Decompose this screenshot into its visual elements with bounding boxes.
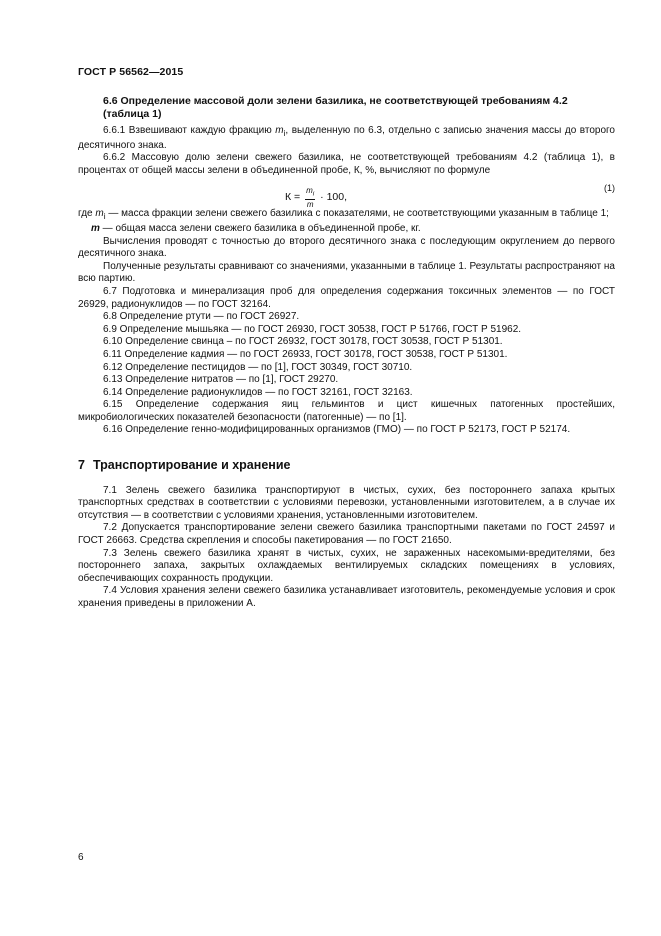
- section-title: Транспортирование и хранение: [92, 458, 291, 473]
- page-content: [78, 95, 615, 611]
- document-id-header: ГОСТ Р 56562—2015: [78, 66, 184, 78]
- section-6-6-heading: 6.6 Определение массовой доли зелени базилика, не соответствующей требованиям 4.2 (таблица 1): [103, 95, 568, 120]
- item-6-16: 6.16 Определение генно-модифицированных организмов (ГМО) — по ГОСТ Р 52173, ГОСТ Р 52174.: [103, 424, 571, 436]
- formula-1: [78, 179, 615, 209]
- item-6-14: 6.14 Определение радионуклидов — по ГОСТ 32161, ГОСТ 32163.: [103, 386, 413, 398]
- page-number: 6: [78, 852, 84, 863]
- definition-text: — масса фракции зелени свежего базилика с показателями, не соответствующими указанным в таблице 1;: [105, 208, 609, 220]
- variable-m: m: [91, 222, 100, 234]
- numerator-sub: i: [312, 190, 315, 198]
- where-prefix: где: [78, 208, 96, 220]
- section-number: 7: [78, 458, 85, 473]
- variable-m: m: [275, 125, 284, 136]
- item-6-9: 6.9 Определение мышьяка — по ГОСТ 26930, ГОСТ 30538, ГОСТ Р 51766, ГОСТ Р 51962.: [103, 323, 522, 335]
- numerator-var: m: [306, 186, 313, 196]
- variable-m: m: [95, 208, 104, 220]
- subscript-i: i: [103, 211, 106, 222]
- paragraph-7-1: 7.1 Зелень свежего базилика транспортируют в чистых, сухих, без постороннего запаха крытых транспортных средствах в соответствии с условиями перевозки, установленными изготовителем, а в случае их отсутствия — в соответствии с условиями хранения, установленными изготовителем.: [78, 484, 615, 521]
- where-mi-definition: [78, 208, 615, 223]
- paragraph-6-6-1: [78, 125, 615, 152]
- paragraph-results: Полученные результаты сравнивают со значениями, указанными в таблице 1. Результаты распространяют на всю партию.: [78, 260, 615, 285]
- formula-expression: [285, 186, 347, 209]
- paragraph-text: , выделенную по 6.3, отдельно с записью значения массы до второго десятичного знака.: [78, 125, 615, 151]
- item-6-7: 6.7 Подготовка и минерализация проб для определения содержания токсичных элементов — по ГОСТ 26929, радионуклидов — по ГОСТ 32164.: [78, 285, 615, 310]
- item-6-12: 6.12 Определение пестицидов — по [1], ГОСТ 30349, ГОСТ 30710.: [103, 361, 413, 373]
- item-6-10: 6.10 Определение свинца – по ГОСТ 26932, ГОСТ 30178, ГОСТ 30538, ГОСТ Р 51301.: [103, 336, 503, 348]
- item-6-8: 6.8 Определение ртути — по ГОСТ 26927.: [103, 311, 300, 323]
- paragraph-text: 6.6.1 Взвешивают каждую фракцию: [103, 125, 276, 136]
- formula-lhs: К =: [285, 191, 301, 204]
- paragraph-6-6-2: 6.6.2 Массовую долю зелени свежего базилика, не соответствующей требованиям 4.2 (таблица 1), в процентах от общей массы зелени в объединенной пробе, К, %, вычисляют по формуле: [78, 152, 615, 176]
- item-6-15: 6.15 Определение содержания яиц гельминтов и цист кишечных патогенных простейших, микробиологических показателей безопасности (патогенные) — по [1].: [78, 399, 615, 423]
- paragraph-7-4: 7.4 Условия хранения зелени свежего базилика устанавливает изготовитель, рекомендуемые условия и срок хранения приведены в приложении А.: [78, 585, 615, 609]
- fraction-denominator: m: [306, 199, 314, 209]
- paragraph-7-2: 7.2 Допускается транспортирование зелени свежего базилика транспортными пакетами по ГОСТ 24597 и ГОСТ 26663. Средства скрепления и способы пакетирования — по ГОСТ 21650.: [78, 522, 615, 547]
- equation-number: (1): [604, 183, 615, 194]
- where-m-definition: [78, 223, 615, 236]
- subscript-i: i: [283, 128, 286, 138]
- formula-rhs: · 100,: [320, 191, 348, 204]
- fraction-numerator: [305, 186, 315, 200]
- item-6-13: 6.13 Определение нитратов — по [1], ГОСТ 29270.: [103, 374, 339, 386]
- formula-fraction: [305, 186, 315, 209]
- definition-text: — общая масса зелени свежего базилика в объединенной пробе, кг.: [99, 222, 421, 234]
- paragraph-calculation-precision: Вычисления проводят с точностью до второго десятичного знака с последующим округлением до первого десятичного знака.: [78, 235, 615, 260]
- paragraph-7-3: 7.3 Зелень свежего базилика хранят в чистых, сухих, не зараженных насекомыми-вредителями, без постороннего запаха, закрытых охлаждаемых вентилируемых складских помещениях в условиях, обеспечивающих сохранность продукции.: [78, 547, 615, 584]
- section-7-heading: [78, 459, 615, 472]
- item-6-11: 6.11 Определение кадмия — по ГОСТ 26933, ГОСТ 30178, ГОСТ 30538, ГОСТ Р 51301.: [103, 348, 508, 360]
